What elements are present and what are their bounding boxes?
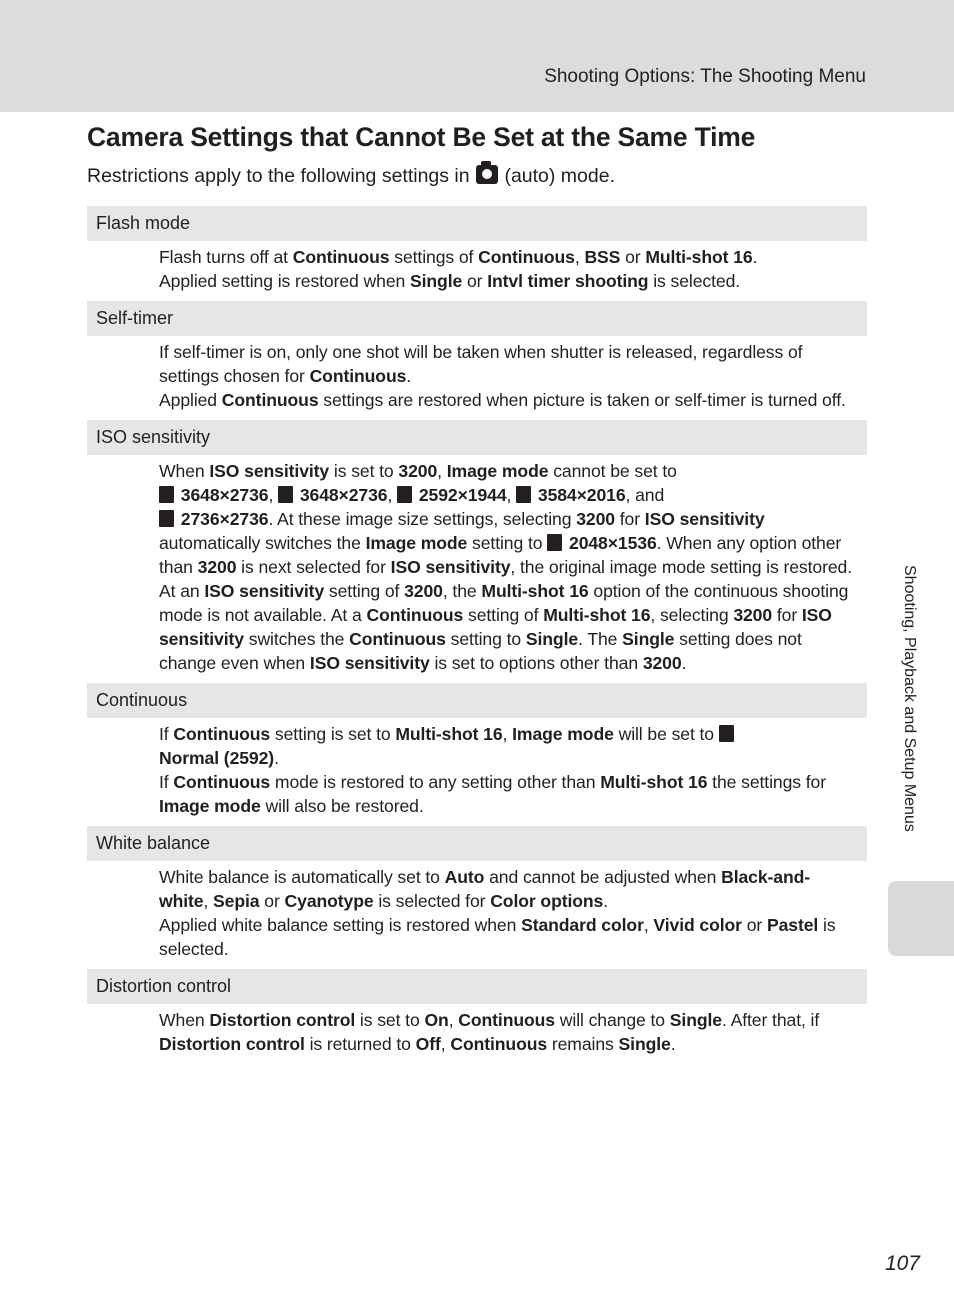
5m-icon: [397, 486, 412, 503]
running-header: Shooting Options: The Shooting Menu: [544, 66, 866, 87]
section-heading: White balance: [87, 826, 867, 861]
intro-before: Restrictions apply to the following settings in: [87, 165, 476, 187]
section-body: [87, 1004, 867, 1064]
intro-text: [87, 165, 615, 188]
section-paragraph: If self-timer is on, only one shot will be taken when shutter is released, regardless of settings chosen for Continuous.: [159, 342, 803, 386]
section-heading: Flash mode: [87, 206, 867, 241]
section-heading: Distortion control: [87, 969, 867, 1004]
section-paragraph: White balance is automatically set to Auto and cannot be adjusted when Black-and-white, Sepia or Cyanotype is selected for Color options.: [159, 867, 811, 911]
5m-icon: [719, 725, 734, 742]
side-tab-marker: [888, 881, 954, 956]
side-tab-label: Shooting, Playback and Setup Menus: [901, 565, 918, 832]
section-paragraph: When Distortion control is set to On, Continuous will change to Single. After that, if Distortion control is returned to Off, Continuous remains Single.: [159, 1010, 820, 1054]
section-paragraph: Flash turns off at Continuous settings of Continuous, BSS or Multi-shot 16.: [159, 247, 758, 267]
page-number: 107: [884, 1252, 920, 1275]
section-paragraph: Applied setting is restored when Single or Intvl timer shooting is selected.: [159, 271, 741, 291]
section-body: [87, 241, 867, 301]
section-heading: ISO sensitivity: [87, 420, 867, 455]
restrictions-table: [87, 206, 867, 1064]
16-9-icon: [516, 486, 531, 503]
section-paragraph: At an ISO sensitivity setting of 3200, the Multi-shot 16 option of the continuous shooting mode is not available. At a Continuous setting of Multi-shot 16, selecting 3200 for ISO sensitivity switches the Continuous setting to Single. The Single setting does not change even when ISO sensitivity is set to options other than 3200.: [159, 581, 849, 673]
camera-auto-icon: [476, 165, 498, 184]
section-heading: Self-timer: [87, 301, 867, 336]
section-paragraph: Applied Continuous settings are restored when picture is taken or self-timer is turned off.: [159, 390, 846, 410]
section-heading: Continuous: [87, 683, 867, 718]
3m-icon: [547, 534, 562, 551]
section-body: [87, 336, 867, 420]
section-body: [87, 455, 867, 683]
section-body: [87, 861, 867, 969]
1-1-icon: [159, 510, 174, 527]
section-paragraph: If Continuous setting is set to Multi-shot 16, Image mode will be set to Normal (2592).: [159, 722, 857, 770]
intro-after: (auto) mode.: [499, 165, 616, 187]
section-body: [87, 718, 867, 826]
section-paragraph: Applied white balance setting is restored when Standard color, Vivid color or Pastel is selected.: [159, 915, 836, 959]
page-title: Camera Settings that Cannot Be Set at the Same Time: [87, 122, 756, 152]
10m-icon: [278, 486, 293, 503]
section-paragraph: If Continuous mode is restored to any setting other than Multi-shot 16 the settings for Image mode will also be restored.: [159, 772, 826, 816]
10m-star-icon: [159, 486, 174, 503]
header-band: [0, 0, 954, 112]
section-paragraph: When ISO sensitivity is set to 3200, Image mode cannot be set to 3648×2736, 3648×2736, 2592×1944, 3584×2016, and 2736×2736. At these image size settings, selecting 3200 for ISO sensitivity automatically switches the Image mode setting to 2048×1536. When any option other than 3200 is next selected for ISO sensitivity, the original image mode setting is restored.: [159, 461, 852, 577]
